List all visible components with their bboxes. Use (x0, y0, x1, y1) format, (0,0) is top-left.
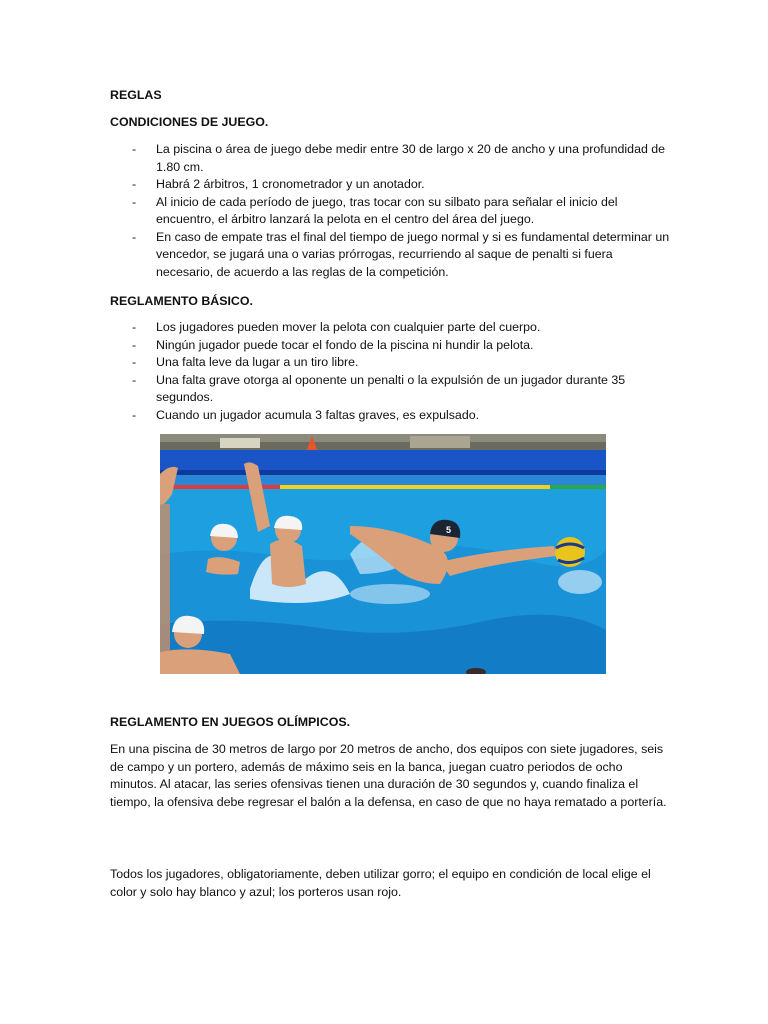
page-title: REGLAS (110, 88, 162, 102)
section-heading-basico: REGLAMENTO BÁSICO. (110, 294, 253, 308)
water-polo-photo (160, 434, 606, 674)
paragraph-olimpicos: En una piscina de 30 metros de largo por 20 metros de ancho, dos equipos con siete jugadores, seis de campo y un portero, además de máximo seis en la banca, juegan cuatro periodos de ocho minutos. Al atacar, las series ofensivas tienen una duración de 30 segundos y, cuando finaliza el tiempo, la ofensiva debe regresar el balón a la defensa, en caso de que no haya rematado a portería. (110, 742, 667, 809)
list-item: - Ningún jugador puede tocar el fondo de la piscina ni hundir la pelota. (110, 337, 670, 355)
ball (555, 537, 585, 567)
list-item: - En caso de empate tras el final del tiempo de juego normal y si es fundamental determinar un vencedor, se jugará una o varias prórrogas, recurriendo al saque de penalti si fuera necesario, de acuerdo a las reglas de la competición. (110, 229, 670, 282)
section-heading-condiciones: CONDICIONES DE JUEGO. (110, 115, 269, 129)
paragraph-gorros: Todos los jugadores, obligatoriamente, deben utilizar gorro; el equipo en condición de local elige el color y solo hay blanco y azul; los porteros usan rojo. (110, 867, 651, 899)
list-item: - Los jugadores pueden mover la pelota con cualquier parte del cuerpo. (110, 319, 670, 337)
pool-wall (160, 450, 606, 472)
cap-number: 5 (446, 525, 452, 535)
list-condiciones (110, 141, 670, 281)
list-item: - Al inicio de cada período de juego, tras tocar con su silbato para señalar el inicio del encuentro, el árbitro lanzará la pelota en el centro del área del juego. (110, 194, 670, 229)
list-item: - Una falta leve da lugar a un tiro libre. (110, 354, 670, 372)
list-item: - Cuando un jugador acumula 3 faltas graves, es expulsado. (110, 407, 670, 425)
list-item: - Una falta grave otorga al oponente un penalti o la expulsión de un jugador durante 35 segundos. (110, 372, 670, 407)
list-basico (110, 319, 670, 424)
list-item: - Habrá 2 árbitros, 1 cronometrador y un anotador. (110, 176, 670, 194)
section-heading-olimpicos: REGLAMENTO EN JUEGOS OLÍMPICOS. (110, 715, 351, 729)
list-item: - La piscina o área de juego debe medir entre 30 de largo x 20 de ancho y una profundidad de 1.80 cm. (110, 141, 670, 176)
